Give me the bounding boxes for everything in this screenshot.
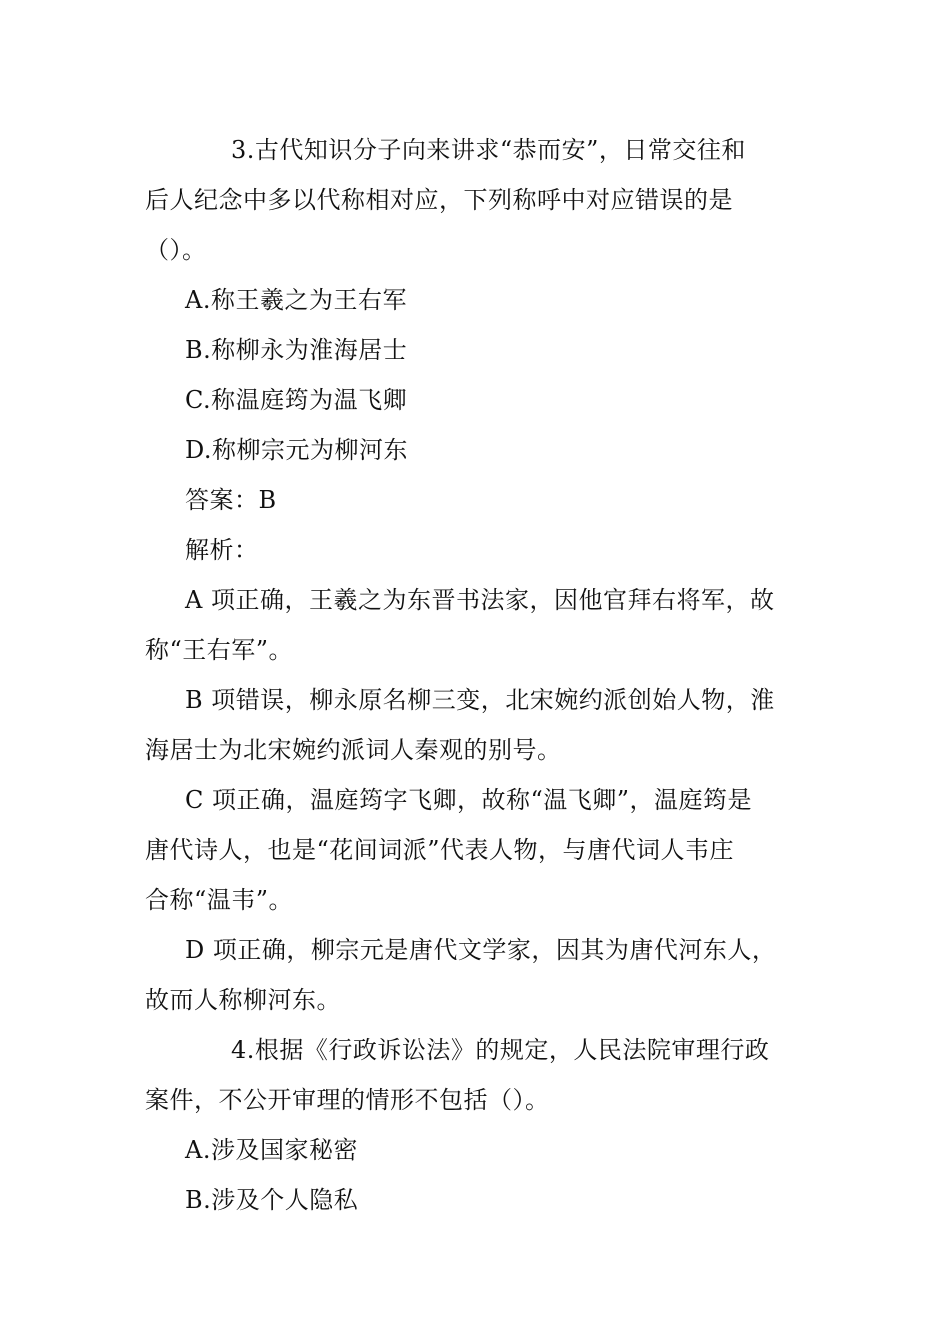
analysis-c-line-1: C 项正确，温庭筠字飞卿，故称“温飞卿”，温庭筠是 bbox=[185, 786, 753, 814]
analysis-a-line-2: 称“王右军”。 bbox=[145, 636, 294, 664]
analysis-b-line-2: 海居士为北宋婉约派词人秦观的别号。 bbox=[145, 736, 562, 764]
analysis-b-line-1: B 项错误，柳永原名柳三变，北宋婉约派创始人物，淮 bbox=[185, 686, 775, 714]
question-4-option-b: B.涉及个人隐私 bbox=[185, 1186, 359, 1214]
analysis-d-line-1: D 项正确，柳宗元是唐代文学家，因其为唐代河东人， bbox=[185, 936, 777, 964]
question-3-stem-line-2: 后人纪念中多以代称相对应，下列称呼中对应错误的是 bbox=[145, 186, 733, 214]
question-4-stem-line-1: 4.根据《行政诉讼法》的规定，人民法院审理行政 bbox=[231, 1036, 770, 1064]
question-3-analysis-label: 解析： bbox=[185, 536, 259, 564]
question-3-option-a: A.称王羲之为王右军 bbox=[185, 286, 407, 314]
analysis-d-line-2: 故而人称柳河东。 bbox=[145, 986, 341, 1014]
question-3-answer: 答案：B bbox=[185, 486, 277, 514]
question-3-stem-line-1: 3.古代知识分子向来讲求“恭而安”，日常交往和 bbox=[231, 136, 746, 164]
analysis-a-line-1: A 项正确，王羲之为东晋书法家，因他官拜右将军，故 bbox=[185, 586, 775, 614]
question-4-stem-line-2: 案件，不公开审理的情形不包括（）。 bbox=[145, 1086, 550, 1114]
question-3-option-b: B.称柳永为淮海居士 bbox=[185, 336, 408, 364]
question-3-option-c: C.称温庭筠为温飞卿 bbox=[185, 386, 408, 414]
question-3-stem-line-3: （）。 bbox=[145, 236, 207, 264]
question-4-option-a: A.涉及国家秘密 bbox=[185, 1136, 358, 1164]
question-3-option-d: D.称柳宗元为柳河东 bbox=[185, 436, 409, 464]
analysis-c-line-3: 合称“温韦”。 bbox=[145, 886, 294, 914]
analysis-c-line-2: 唐代诗人，也是“花间词派”代表人物，与唐代词人韦庄 bbox=[145, 836, 735, 864]
